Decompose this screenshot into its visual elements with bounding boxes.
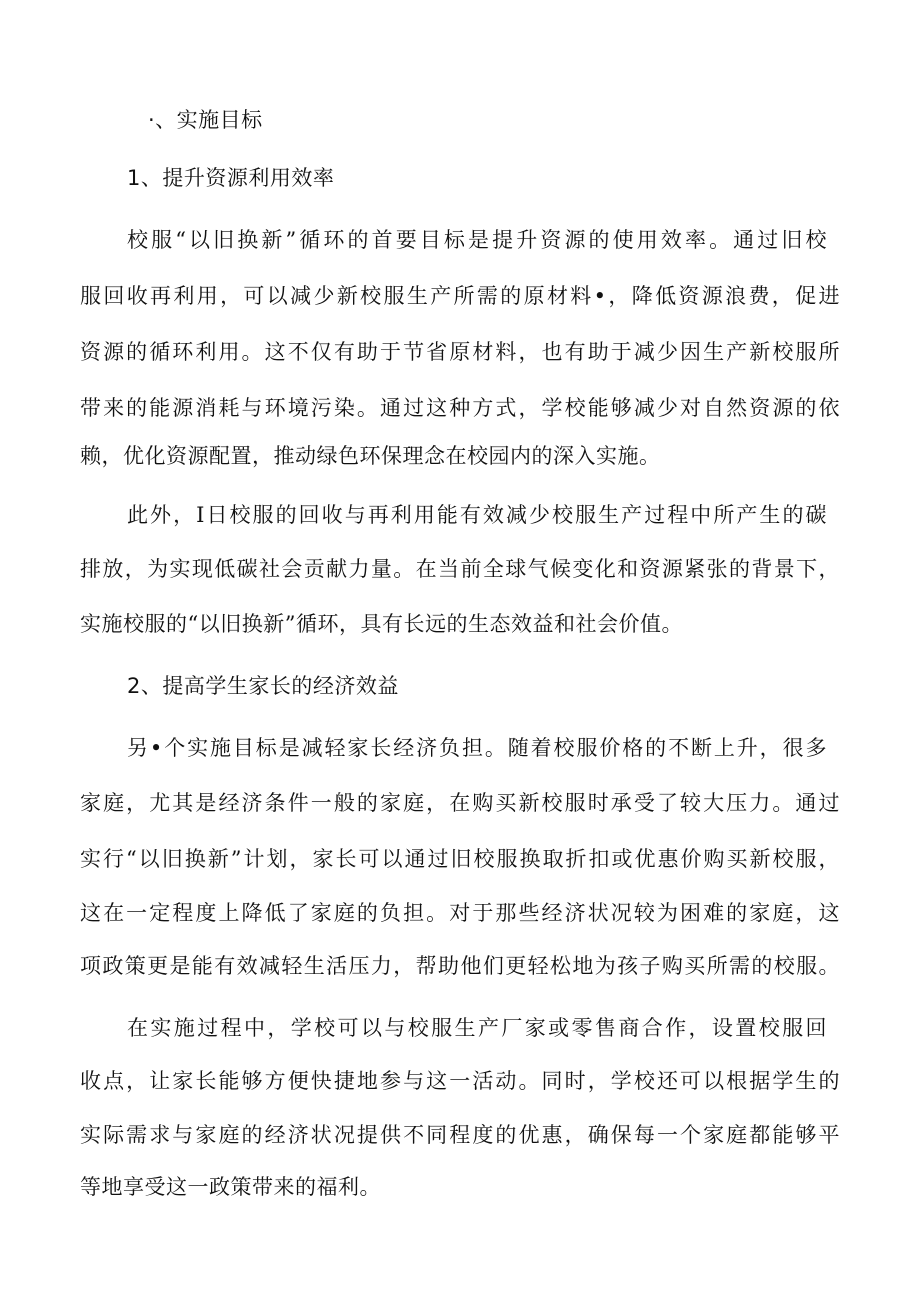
paragraph-line: 校服“以旧换新”循环的首要目标是提升资源的使用效率。通过旧校 <box>127 228 827 252</box>
paragraph-line: 此外，I日校服的回收与再利用能有效减少校服生产过程中所产生的碳 <box>127 503 827 527</box>
paragraph-line: 项政策更是能有效减轻生活压力，帮助他们更轻松地为孩子购买所需的校服。 <box>80 954 840 978</box>
paragraph-line: 实际需求与家庭的经济状况提供不同程度的优惠，确保每一个家庭都能够平 <box>80 1123 840 1147</box>
paragraph-line: 在实施过程中，学校可以与校服生产厂家或零售商合作，设置校服回 <box>127 1016 827 1040</box>
paragraph-line: 另•个实施目标是减轻家长经济负担。随着校服价格的不断上升，很多 <box>127 736 827 760</box>
paragraph-line: 赖，优化资源配置，推动绿色环保理念在校园内的深入实施。 <box>80 444 661 468</box>
heading-2: 2、提高学生家长的经济效益 <box>127 674 399 698</box>
paragraph-line: 排放，为实现低碳社会贡献力量。在当前全球气候变化和资源紧张的背景下， <box>80 557 840 581</box>
paragraph-line: 实施校服的“以旧换新”循环，具有长远的生态效益和社会价值。 <box>80 612 683 636</box>
paragraph-line: 资源的循环利用。这不仅有助于节省原材料，也有助于减少因生产新校服所 <box>80 340 840 364</box>
paragraph-line: 这在一定程度上降低了家庭的负担。对于那些经济状况较为困难的家庭，这 <box>80 901 840 925</box>
paragraph-line: 带来的能源消耗与环境污染。通过这种方式，学校能够减少对自然资源的依 <box>80 396 840 420</box>
paragraph-line: 实行“以旧换新”计划，家长可以通过旧校服换取折扣或优惠价购买新校服， <box>80 847 840 871</box>
paragraph-line: 收点，让家长能够方便快捷地参与这一活动。同时，学校还可以根据学生的 <box>80 1069 840 1093</box>
section-title: ·、实施目标 <box>148 108 263 132</box>
paragraph-line: 等地享受这一政策带来的福利。 <box>80 1175 381 1199</box>
heading-1: 1、提升资源利用效率 <box>127 166 335 190</box>
paragraph-line: 家庭，尤其是经济条件一般的家庭，在购买新校服时承受了较大压力。通过 <box>80 791 840 815</box>
paragraph-line: 服回收再利用，可以减少新校服生产所需的原材料•，降低资源浪费，促进 <box>80 284 840 308</box>
